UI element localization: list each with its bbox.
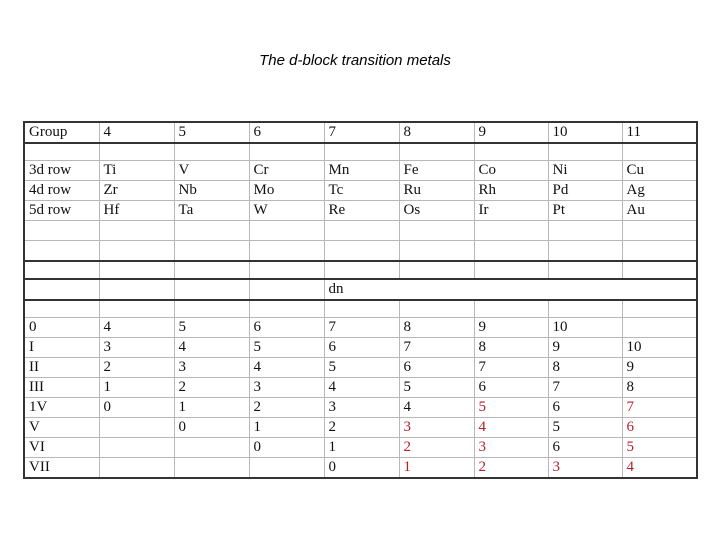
spacer-row [24, 143, 697, 161]
electron-count: 6 [474, 378, 548, 398]
table-cell [24, 279, 99, 300]
electron-count: 3 [548, 458, 622, 479]
electron-count: 7 [622, 398, 697, 418]
table-cell [324, 221, 399, 241]
electron-count: 1 [174, 398, 249, 418]
electron-count: 2 [399, 438, 474, 458]
electron-count: 1 [99, 378, 174, 398]
electron-count: 6 [622, 418, 697, 438]
table-cell [24, 143, 99, 161]
electron-count: 5 [622, 438, 697, 458]
table-cell [249, 241, 324, 262]
element-symbol: Cu [622, 161, 697, 181]
electron-count: 5 [174, 318, 249, 338]
table-cell [548, 221, 622, 241]
spacer-row [24, 221, 697, 241]
electron-count: 9 [622, 358, 697, 378]
electron-count: 3 [99, 338, 174, 358]
element-symbol: Mo [249, 181, 324, 201]
page-title: The d-block transition metals [259, 52, 451, 69]
electron-count: 2 [174, 378, 249, 398]
electron-count: 4 [99, 318, 174, 338]
table-cell [99, 279, 174, 300]
electron-count: 8 [548, 358, 622, 378]
table-cell [99, 300, 174, 318]
electron-count: 5 [324, 358, 399, 378]
element-symbol: Ni [548, 161, 622, 181]
electron-count: 8 [622, 378, 697, 398]
electron-count: 4 [474, 418, 548, 438]
row-label: 3d row [24, 161, 99, 181]
group-label: Group [24, 122, 99, 143]
electron-count: 3 [324, 398, 399, 418]
oxidation-state: 1V [24, 398, 99, 418]
element-symbol: Mn [324, 161, 399, 181]
electron-count [249, 458, 324, 479]
oxidation-state: VII [24, 458, 99, 479]
header-row [24, 122, 697, 143]
element-row [24, 181, 697, 201]
oxidation-row [24, 358, 697, 378]
element-symbol: Ir [474, 201, 548, 221]
table-cell [324, 300, 399, 318]
electron-count: 2 [249, 398, 324, 418]
electron-count: 2 [474, 458, 548, 479]
electron-count [174, 458, 249, 479]
table-cell [324, 143, 399, 161]
electron-count: 7 [399, 338, 474, 358]
element-symbol: Ti [99, 161, 174, 181]
row-label: 4d row [24, 181, 99, 201]
table-cell [548, 241, 622, 262]
oxidation-state: II [24, 358, 99, 378]
electron-count: 1 [249, 418, 324, 438]
oxidation-row [24, 458, 697, 479]
table-cell [324, 241, 399, 262]
element-row [24, 161, 697, 181]
electron-count [622, 318, 697, 338]
electron-count: 0 [99, 398, 174, 418]
table-cell [622, 300, 697, 318]
electron-count: 5 [399, 378, 474, 398]
group-number: 7 [324, 122, 399, 143]
element-symbol: Co [474, 161, 548, 181]
group-number: 4 [99, 122, 174, 143]
electron-count [99, 418, 174, 438]
element-symbol: Ta [174, 201, 249, 221]
electron-count: 3 [174, 358, 249, 378]
element-symbol: W [249, 201, 324, 221]
element-symbol: Tc [324, 181, 399, 201]
electron-count: 9 [474, 318, 548, 338]
oxidation-row [24, 418, 697, 438]
dn-label: dn [324, 279, 697, 300]
electron-count: 8 [474, 338, 548, 358]
oxidation-row [24, 378, 697, 398]
spacer-row [24, 300, 697, 318]
table-cell [24, 221, 99, 241]
electron-count [99, 438, 174, 458]
table-cell [399, 300, 474, 318]
element-symbol: Fe [399, 161, 474, 181]
electron-count: 2 [99, 358, 174, 378]
electron-count: 7 [548, 378, 622, 398]
table-cell [249, 221, 324, 241]
table-cell [249, 143, 324, 161]
oxidation-row [24, 438, 697, 458]
table-cell [99, 143, 174, 161]
table-cell [474, 300, 548, 318]
oxidation-row [24, 318, 697, 338]
electron-count: 6 [249, 318, 324, 338]
element-symbol: Nb [174, 181, 249, 201]
group-number: 6 [249, 122, 324, 143]
table-cell [99, 241, 174, 262]
element-symbol: Au [622, 201, 697, 221]
table-cell [24, 261, 99, 279]
electron-count: 4 [399, 398, 474, 418]
electron-count: 8 [399, 318, 474, 338]
oxidation-row [24, 338, 697, 358]
electron-count [174, 438, 249, 458]
electron-count: 0 [174, 418, 249, 438]
table-cell [548, 261, 622, 279]
electron-count: 0 [249, 438, 324, 458]
table-cell [622, 261, 697, 279]
table-cell [174, 143, 249, 161]
electron-count: 6 [324, 338, 399, 358]
electron-count: 6 [548, 438, 622, 458]
electron-count: 10 [622, 338, 697, 358]
table-cell [99, 221, 174, 241]
table-cell [474, 221, 548, 241]
element-symbol: Re [324, 201, 399, 221]
table-cell [399, 143, 474, 161]
table-cell [474, 143, 548, 161]
table-cell [174, 300, 249, 318]
table-cell [548, 300, 622, 318]
electron-count: 4 [249, 358, 324, 378]
oxidation-state: V [24, 418, 99, 438]
element-symbol: Pt [548, 201, 622, 221]
table-cell [174, 261, 249, 279]
table-cell [174, 279, 249, 300]
element-row [24, 201, 697, 221]
element-symbol: Pd [548, 181, 622, 201]
group-number: 9 [474, 122, 548, 143]
table-cell [548, 143, 622, 161]
group-number: 8 [399, 122, 474, 143]
electron-count: 5 [474, 398, 548, 418]
electron-count: 3 [249, 378, 324, 398]
spacer-row [24, 261, 697, 279]
table-cell [99, 261, 174, 279]
oxidation-state: III [24, 378, 99, 398]
d-block-table [23, 121, 698, 479]
element-symbol: Ag [622, 181, 697, 201]
row-label: 5d row [24, 201, 99, 221]
table-cell [249, 261, 324, 279]
electron-count: 1 [324, 438, 399, 458]
table-cell [474, 241, 548, 262]
electron-count [99, 458, 174, 479]
group-number: 5 [174, 122, 249, 143]
dn-row [24, 279, 697, 300]
table-cell [399, 221, 474, 241]
electron-count: 3 [474, 438, 548, 458]
spacer-row [24, 241, 697, 262]
electron-count: 6 [548, 398, 622, 418]
electron-count: 4 [174, 338, 249, 358]
table-cell [622, 241, 697, 262]
element-symbol: Os [399, 201, 474, 221]
oxidation-state: I [24, 338, 99, 358]
element-symbol: Cr [249, 161, 324, 181]
table-cell [399, 241, 474, 262]
electron-count: 6 [399, 358, 474, 378]
oxidation-state: VI [24, 438, 99, 458]
electron-count: 4 [324, 378, 399, 398]
table-cell [249, 279, 324, 300]
table-cell [174, 241, 249, 262]
oxidation-state: 0 [24, 318, 99, 338]
table-cell [622, 143, 697, 161]
electron-count: 10 [548, 318, 622, 338]
electron-count: 2 [324, 418, 399, 438]
table-cell [399, 261, 474, 279]
electron-count: 0 [324, 458, 399, 479]
element-symbol: Zr [99, 181, 174, 201]
table-cell [324, 261, 399, 279]
electron-count: 7 [324, 318, 399, 338]
group-number: 10 [548, 122, 622, 143]
electron-count: 3 [399, 418, 474, 438]
element-symbol: Hf [99, 201, 174, 221]
element-symbol: V [174, 161, 249, 181]
table-cell [24, 241, 99, 262]
electron-count: 1 [399, 458, 474, 479]
table-cell [474, 261, 548, 279]
table-cell [174, 221, 249, 241]
table-cell [622, 221, 697, 241]
electron-count: 7 [474, 358, 548, 378]
electron-count: 5 [249, 338, 324, 358]
electron-count: 4 [622, 458, 697, 479]
group-number: 11 [622, 122, 697, 143]
element-symbol: Ru [399, 181, 474, 201]
electron-count: 5 [548, 418, 622, 438]
table-cell [249, 300, 324, 318]
electron-count: 9 [548, 338, 622, 358]
element-symbol: Rh [474, 181, 548, 201]
table-cell [24, 300, 99, 318]
oxidation-row [24, 398, 697, 418]
